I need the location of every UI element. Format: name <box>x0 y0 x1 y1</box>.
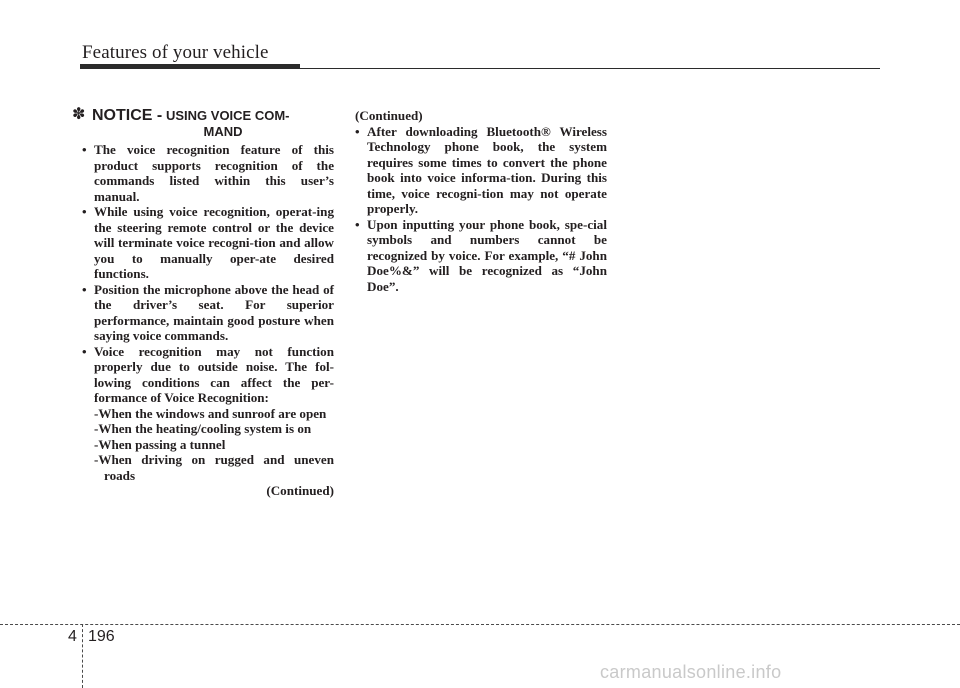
notice-star-icon: ✽ <box>72 106 86 123</box>
continued-heading: (Continued) <box>355 108 423 123</box>
notice-subject-line2: MAND <box>203 124 243 139</box>
bullet-item: • While using voice recognition, operat-ing the steering remote control or the device will terminate voice recogni-tion and allow you to manually oper-ate desired functions. <box>82 204 334 282</box>
notice-subject-line1: USING VOICE COM- <box>165 108 290 123</box>
notice-bullet-list <box>82 142 334 483</box>
left-column <box>72 106 334 499</box>
condition-item: -When passing a tunnel <box>94 436 226 452</box>
bullet-item: • Position the microphone above the head of the driver’s seat. For superior performance, maintain good posture when saying voice commands. <box>82 282 334 344</box>
bullet-item: • After downloading Bluetooth® Wireless Technology phone book, the system requires some times to convert the phone book into voice informa-tion. During this time, voice recogni-tion may not operate properly. <box>355 124 607 217</box>
continued-marker: (Continued) <box>266 483 334 498</box>
notice-heading <box>72 106 334 140</box>
page-header-title: Features of your vehicle <box>82 42 269 63</box>
bullet-item <box>82 344 334 484</box>
condition-item: -When the windows and sunroof are open <box>94 405 327 421</box>
footer-vertical-dashed-rule <box>82 624 83 688</box>
watermark: carmanualsonline.info <box>600 662 782 682</box>
footer-dashed-rule <box>0 624 960 625</box>
bullet-item: • Upon inputting your phone book, spe-cial symbols and numbers cannot be recognized by voice. For example, “# John Doe%&” will be recognized as “John Doe”. <box>355 217 607 295</box>
condition-item: -When the heating/cooling system is on <box>94 421 312 436</box>
header-rule-thin <box>300 68 880 69</box>
bullet-item: • The voice recognition feature of this product supports recognition of the commands listed within this user’s manual. <box>82 142 334 204</box>
condition-item: -When driving on rugged and uneven roads <box>94 452 334 483</box>
continued-bullet-list <box>355 124 607 295</box>
chapter-number: 4 <box>68 628 77 645</box>
page-number: 196 <box>88 628 115 645</box>
notice-label: NOTICE - <box>92 107 163 124</box>
right-column <box>355 108 607 294</box>
bullet-text: Voice recognition may not function properly due to outside noise. The fol-lowing conditions can affect the per-formance of Voice Recognition: <box>94 343 334 405</box>
header-rule-thick <box>80 64 300 69</box>
